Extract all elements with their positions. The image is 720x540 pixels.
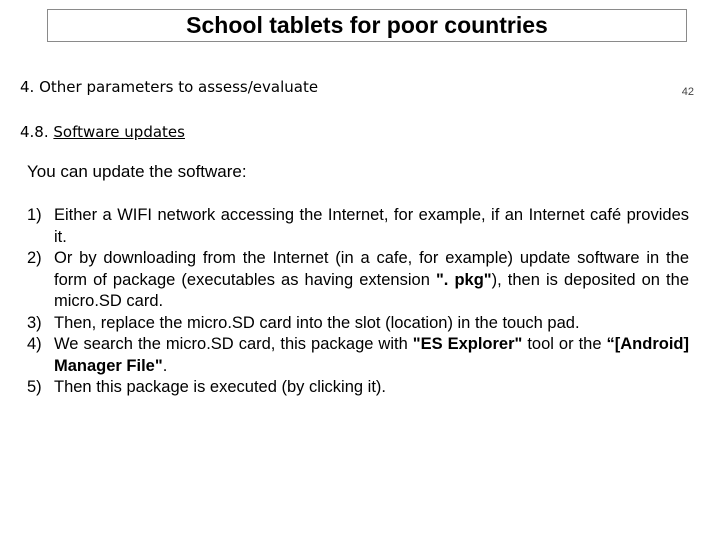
list-item (27, 334, 689, 377)
subsection-title: Software updates (53, 123, 185, 141)
steps-list (27, 205, 689, 399)
list-item (27, 248, 689, 313)
step-number: 2) (27, 249, 42, 267)
step-text: ), then is deposited on the micro.SD card. (54, 270, 689, 310)
step-text: Then, replace the micro.SD card into the slot (location) in the touch pad. (54, 313, 580, 332)
subsection-number: 4.8. (20, 123, 49, 141)
section-number: 4. (20, 78, 35, 96)
step-number: 1) (27, 206, 42, 224)
step-bold-text: ". pkg" (435, 270, 492, 289)
step-text: Or by downloading from the Internet (in a cafe, for example) update software in the form of package (executables as having extension (54, 249, 689, 289)
step-number: 4) (27, 335, 42, 353)
step-text: Either a WIFI network accessing the Internet, for example, if an Internet café provides it. (54, 206, 689, 246)
list-item (27, 377, 689, 399)
step-number: 3) (27, 313, 42, 332)
step-bold-text: "ES Explorer" (412, 335, 523, 353)
step-text: . (162, 356, 168, 375)
intro-text: You can update the software: (27, 162, 247, 181)
list-item (27, 205, 689, 248)
page-number: 42 (681, 86, 694, 98)
slide-title-text: School tablets for poor countries (186, 12, 548, 38)
step-bold-text: “[Android] Manager File" (54, 335, 689, 375)
section-heading (20, 77, 318, 97)
list-item (27, 313, 689, 335)
slide-title (47, 9, 687, 42)
step-text: Then this package is executed (by clicking it). (54, 378, 386, 396)
step-text: tool or the (522, 335, 607, 353)
step-text: We search the micro.SD card, this package with (54, 335, 413, 353)
section-title: Other parameters to assess/evaluate (39, 78, 319, 96)
subsection-heading (20, 122, 185, 142)
step-number: 5) (27, 378, 42, 396)
